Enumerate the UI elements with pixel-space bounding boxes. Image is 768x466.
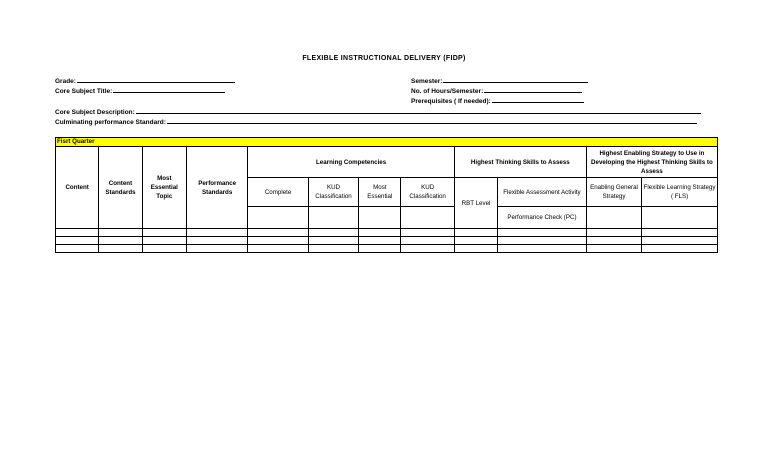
table-cell[interactable] [359, 237, 401, 245]
table-cell[interactable] [56, 229, 99, 237]
header-highest-thinking-skills: Highest Thinking Skills to Assess [454, 147, 586, 178]
table-cell[interactable] [142, 229, 186, 237]
core-subject-description-line[interactable] [136, 107, 701, 114]
hours-per-semester-field [411, 86, 582, 95]
quarter-label: Fisrt Quarter [56, 138, 718, 147]
document-title: FLEXIBLE INSTRUCTIONAL DELIVERY (FIDP) [302, 55, 466, 62]
table-cell[interactable] [142, 237, 186, 245]
header-learning-competencies: Learning Competencies [248, 147, 454, 178]
table-cell[interactable] [248, 245, 308, 253]
culminating-performance-standard-field [55, 117, 697, 126]
table-cell[interactable] [401, 237, 454, 245]
cell-enabling-blank[interactable] [586, 207, 641, 229]
header-enabling-general-strategy: Enabling General Strategy [586, 178, 641, 207]
table-cell[interactable] [99, 245, 142, 253]
header-rbt-level: RBT Level [454, 178, 497, 229]
table-cell[interactable] [586, 245, 641, 253]
table-cell[interactable] [401, 229, 454, 237]
grade-label: Grade: [55, 78, 76, 85]
cell-most-essential-blank[interactable] [359, 207, 401, 229]
table-row [56, 245, 718, 253]
table-cell[interactable] [359, 229, 401, 237]
table-cell[interactable] [186, 237, 247, 245]
table-cell[interactable] [99, 229, 142, 237]
table-cell[interactable] [308, 237, 358, 245]
header-most-essential: Most Essential [359, 178, 401, 207]
table-cell[interactable] [401, 245, 454, 253]
fidp-table [55, 137, 718, 253]
table-cell[interactable] [186, 245, 247, 253]
header-content-standards: Content Standards [99, 147, 142, 229]
header-flexible-assessment-activity: Flexible Assessment Activity [498, 178, 587, 207]
table-cell[interactable] [186, 229, 247, 237]
table-cell[interactable] [586, 229, 641, 237]
header-row-1 [56, 147, 718, 178]
table-cell[interactable] [308, 245, 358, 253]
core-subject-description-field [55, 107, 701, 116]
core-subject-title-label: Core Subject Title: [55, 88, 113, 95]
quarter-row [56, 138, 718, 147]
table-row [56, 229, 718, 237]
table-cell[interactable] [498, 237, 587, 245]
semester-field [411, 76, 588, 85]
culminating-performance-standard-line[interactable] [167, 117, 697, 124]
table-cell[interactable] [642, 245, 718, 253]
table-cell[interactable] [586, 237, 641, 245]
grade-field [55, 76, 235, 85]
hours-per-semester-label: No. of Hours/Semester: [411, 88, 484, 95]
core-subject-title-line[interactable] [113, 86, 225, 93]
header-performance-standards: Performance Standards [186, 147, 247, 229]
table-cell[interactable] [498, 229, 587, 237]
core-subject-description-label: Core Subject Description: [55, 109, 135, 116]
table-cell[interactable] [498, 245, 587, 253]
table-cell[interactable] [248, 229, 308, 237]
header-highest-enabling-strategy: Highest Enabling Strategy to Use in Developing the Highest Thinking Skills to Assess [586, 147, 717, 178]
table-cell[interactable] [454, 229, 497, 237]
table-cell[interactable] [359, 245, 401, 253]
prerequisites-field [411, 96, 584, 105]
table-cell[interactable] [642, 237, 718, 245]
header-flexible-learning-strategy: Flexible Learning Strategy ( FLS) [642, 178, 718, 207]
cell-complete-blank[interactable] [248, 207, 308, 229]
table-cell[interactable] [308, 229, 358, 237]
table-cell[interactable] [642, 229, 718, 237]
core-subject-title-field [55, 86, 225, 95]
table-cell[interactable] [56, 245, 99, 253]
cell-fls-blank[interactable] [642, 207, 718, 229]
cell-kud-1-blank[interactable] [308, 207, 358, 229]
culminating-performance-standard-label: Culminating performance Standard: [55, 119, 166, 126]
header-kud-classification-1: KUD Classification [308, 178, 358, 207]
semester-line[interactable] [443, 76, 588, 83]
table-cell[interactable] [454, 245, 497, 253]
header-kud-classification-2: KUD Classification [401, 178, 454, 207]
header-most-essential-topic: Most Essential Topic [142, 147, 186, 229]
grade-line[interactable] [77, 76, 235, 83]
hours-per-semester-line[interactable] [484, 86, 582, 93]
table-cell[interactable] [454, 237, 497, 245]
header-content: Content [56, 147, 99, 229]
semester-label: Semester: [411, 78, 443, 85]
header-performance-check: Performance Check (PC) [498, 207, 587, 229]
prerequisites-line[interactable] [492, 96, 584, 103]
cell-kud-2-blank[interactable] [401, 207, 454, 229]
table-cell[interactable] [99, 237, 142, 245]
prerequisites-label: Prerequisites ( If needed): [411, 98, 491, 105]
header-complete: Complete [248, 178, 308, 207]
table-cell[interactable] [56, 237, 99, 245]
table-row [56, 237, 718, 245]
table-cell[interactable] [248, 237, 308, 245]
table-cell[interactable] [142, 245, 186, 253]
